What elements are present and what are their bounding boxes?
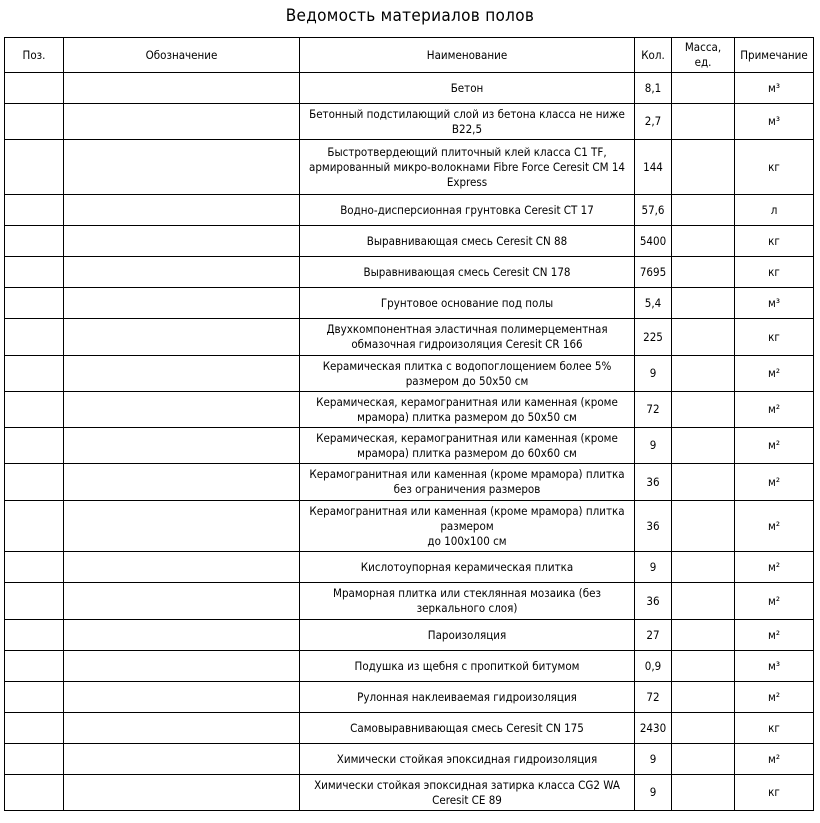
- cell-note: м²: [735, 682, 814, 713]
- cell-qty: 36: [635, 464, 672, 501]
- cell-pos: [5, 464, 64, 501]
- cell-designation: [64, 583, 300, 620]
- cell-pos: [5, 620, 64, 651]
- cell-pos: [5, 195, 64, 226]
- cell-note: м²: [735, 501, 814, 552]
- cell-qty: 5400: [635, 226, 672, 257]
- cell-name: Керамогранитная или каменная (кроме мрамора) плитка без ограничения размеров: [300, 464, 635, 501]
- cell-pos: [5, 428, 64, 464]
- cell-qty: 72: [635, 682, 672, 713]
- cell-mass: [672, 682, 735, 713]
- cell-designation: [64, 501, 300, 552]
- cell-name: Мраморная плитка или стеклянная мозаика (без зеркального слоя): [300, 583, 635, 620]
- cell-note: м²: [735, 428, 814, 464]
- table-row: [5, 620, 814, 651]
- table-row: [5, 392, 814, 428]
- header-note: Примечание: [735, 38, 814, 73]
- cell-name: Самовыравнивающая смесь Ceresit CN 175: [300, 713, 635, 744]
- cell-note: м³: [735, 104, 814, 140]
- table-row: [5, 501, 814, 552]
- cell-name: Керамогранитная или каменная (кроме мрамора) плитка размером до 100х100 см: [300, 501, 635, 552]
- cell-designation: [64, 195, 300, 226]
- cell-name: Бетонный подстилающий слой из бетона класса не ниже В22,5: [300, 104, 635, 140]
- cell-qty: 0,9: [635, 651, 672, 682]
- cell-pos: [5, 682, 64, 713]
- table-row: [5, 226, 814, 257]
- cell-name: Керамическая плитка с водопоглощением более 5% размером до 50х50 см: [300, 356, 635, 392]
- cell-note: м²: [735, 392, 814, 428]
- cell-designation: [64, 552, 300, 583]
- cell-designation: [64, 257, 300, 288]
- cell-note: м³: [735, 73, 814, 104]
- cell-name: Керамическая, керамогранитная или каменная (кроме мрамора) плитка размером до 60х60 см: [300, 428, 635, 464]
- header-designation: Обозначение: [64, 38, 300, 73]
- table-row: [5, 744, 814, 775]
- document-title: Ведомость материалов полов: [285, 6, 535, 26]
- materials-table: [4, 37, 814, 811]
- table-row: [5, 140, 814, 195]
- cell-note: кг: [735, 257, 814, 288]
- cell-qty: 36: [635, 583, 672, 620]
- cell-designation: [64, 288, 300, 319]
- table-row: [5, 464, 814, 501]
- table-row: [5, 713, 814, 744]
- header-qty: Кол.: [635, 38, 672, 73]
- cell-mass: [672, 583, 735, 620]
- cell-pos: [5, 713, 64, 744]
- cell-note: кг: [735, 226, 814, 257]
- table-header-row: [5, 38, 814, 73]
- cell-qty: 9: [635, 428, 672, 464]
- table-row: [5, 428, 814, 464]
- cell-note: м²: [735, 552, 814, 583]
- cell-mass: [672, 226, 735, 257]
- cell-mass: [672, 392, 735, 428]
- cell-qty: 72: [635, 392, 672, 428]
- cell-designation: [64, 226, 300, 257]
- cell-pos: [5, 744, 64, 775]
- cell-note: м²: [735, 583, 814, 620]
- cell-note: кг: [735, 775, 814, 811]
- cell-qty: 225: [635, 319, 672, 356]
- table-row: [5, 288, 814, 319]
- cell-designation: [64, 620, 300, 651]
- cell-note: м²: [735, 356, 814, 392]
- cell-note: л: [735, 195, 814, 226]
- cell-designation: [64, 140, 300, 195]
- cell-note: м³: [735, 651, 814, 682]
- cell-pos: [5, 319, 64, 356]
- cell-mass: [672, 195, 735, 226]
- cell-designation: [64, 73, 300, 104]
- table-row: [5, 104, 814, 140]
- cell-pos: [5, 392, 64, 428]
- cell-designation: [64, 651, 300, 682]
- cell-mass: [672, 257, 735, 288]
- table-row: [5, 651, 814, 682]
- cell-qty: 5,4: [635, 288, 672, 319]
- cell-qty: 9: [635, 775, 672, 811]
- cell-name: Химически стойкая эпоксидная затирка класса CG2 WA Ceresit CE 89: [300, 775, 635, 811]
- cell-pos: [5, 356, 64, 392]
- table-row: [5, 682, 814, 713]
- cell-name: Выравнивающая смесь Ceresit CN 178: [300, 257, 635, 288]
- cell-designation: [64, 392, 300, 428]
- cell-mass: [672, 428, 735, 464]
- cell-pos: [5, 583, 64, 620]
- cell-mass: [672, 501, 735, 552]
- cell-name: Выравнивающая смесь Ceresit CN 88: [300, 226, 635, 257]
- cell-name: Подушка из щебня с пропиткой битумом: [300, 651, 635, 682]
- cell-designation: [64, 356, 300, 392]
- cell-designation: [64, 319, 300, 356]
- cell-name: Пароизоляция: [300, 620, 635, 651]
- cell-name: Керамическая, керамогранитная или каменная (кроме мрамора) плитка размером до 50х50 см: [300, 392, 635, 428]
- cell-note: кг: [735, 713, 814, 744]
- cell-pos: [5, 775, 64, 811]
- cell-designation: [64, 744, 300, 775]
- cell-name: Быстротвердеющий плиточный клей класса C1 TF, армированный микро-волокнами Fibre Force Ceresit CM 14 Express: [300, 140, 635, 195]
- cell-pos: [5, 288, 64, 319]
- cell-qty: 9: [635, 356, 672, 392]
- cell-designation: [64, 104, 300, 140]
- cell-qty: 144: [635, 140, 672, 195]
- cell-mass: [672, 651, 735, 682]
- cell-qty: 57,6: [635, 195, 672, 226]
- cell-mass: [672, 73, 735, 104]
- cell-name: Химически стойкая эпоксидная гидроизоляция: [300, 744, 635, 775]
- cell-mass: [672, 288, 735, 319]
- cell-pos: [5, 140, 64, 195]
- table-row: [5, 195, 814, 226]
- cell-note: кг: [735, 140, 814, 195]
- cell-pos: [5, 226, 64, 257]
- cell-designation: [64, 775, 300, 811]
- cell-mass: [672, 713, 735, 744]
- cell-designation: [64, 464, 300, 501]
- cell-name: Двухкомпонентная эластичная полимерцементная обмазочная гидроизоляция Ceresit CR 166: [300, 319, 635, 356]
- table-row: [5, 356, 814, 392]
- cell-designation: [64, 682, 300, 713]
- table-row: [5, 73, 814, 104]
- cell-qty: 9: [635, 744, 672, 775]
- cell-qty: 9: [635, 552, 672, 583]
- cell-name: Рулонная наклеиваемая гидроизоляция: [300, 682, 635, 713]
- cell-qty: 27: [635, 620, 672, 651]
- header-mass: Масса, ед.: [672, 38, 735, 73]
- cell-note: м²: [735, 464, 814, 501]
- cell-pos: [5, 257, 64, 288]
- cell-name: Грунтовое основание под полы: [300, 288, 635, 319]
- cell-qty: 8,1: [635, 73, 672, 104]
- cell-name: Бетон: [300, 73, 635, 104]
- cell-mass: [672, 620, 735, 651]
- cell-mass: [672, 319, 735, 356]
- header-pos: Поз.: [5, 38, 64, 73]
- cell-mass: [672, 552, 735, 583]
- cell-pos: [5, 651, 64, 682]
- cell-qty: 36: [635, 501, 672, 552]
- cell-note: м²: [735, 620, 814, 651]
- table-row: [5, 319, 814, 356]
- table-row: [5, 257, 814, 288]
- cell-designation: [64, 713, 300, 744]
- cell-pos: [5, 104, 64, 140]
- cell-mass: [672, 464, 735, 501]
- cell-note: кг: [735, 319, 814, 356]
- header-name: Наименование: [300, 38, 635, 73]
- cell-pos: [5, 552, 64, 583]
- table-row: [5, 775, 814, 811]
- cell-pos: [5, 73, 64, 104]
- cell-qty: 2,7: [635, 104, 672, 140]
- cell-mass: [672, 140, 735, 195]
- cell-designation: [64, 428, 300, 464]
- cell-note: м³: [735, 288, 814, 319]
- table-row: [5, 552, 814, 583]
- cell-mass: [672, 104, 735, 140]
- cell-pos: [5, 501, 64, 552]
- cell-name: Водно-дисперсионная грунтовка Ceresit CT 17: [300, 195, 635, 226]
- cell-mass: [672, 744, 735, 775]
- cell-mass: [672, 356, 735, 392]
- cell-qty: 7695: [635, 257, 672, 288]
- cell-note: м²: [735, 744, 814, 775]
- cell-qty: 2430: [635, 713, 672, 744]
- table-row: [5, 583, 814, 620]
- cell-mass: [672, 775, 735, 811]
- cell-name: Кислотоупорная керамическая плитка: [300, 552, 635, 583]
